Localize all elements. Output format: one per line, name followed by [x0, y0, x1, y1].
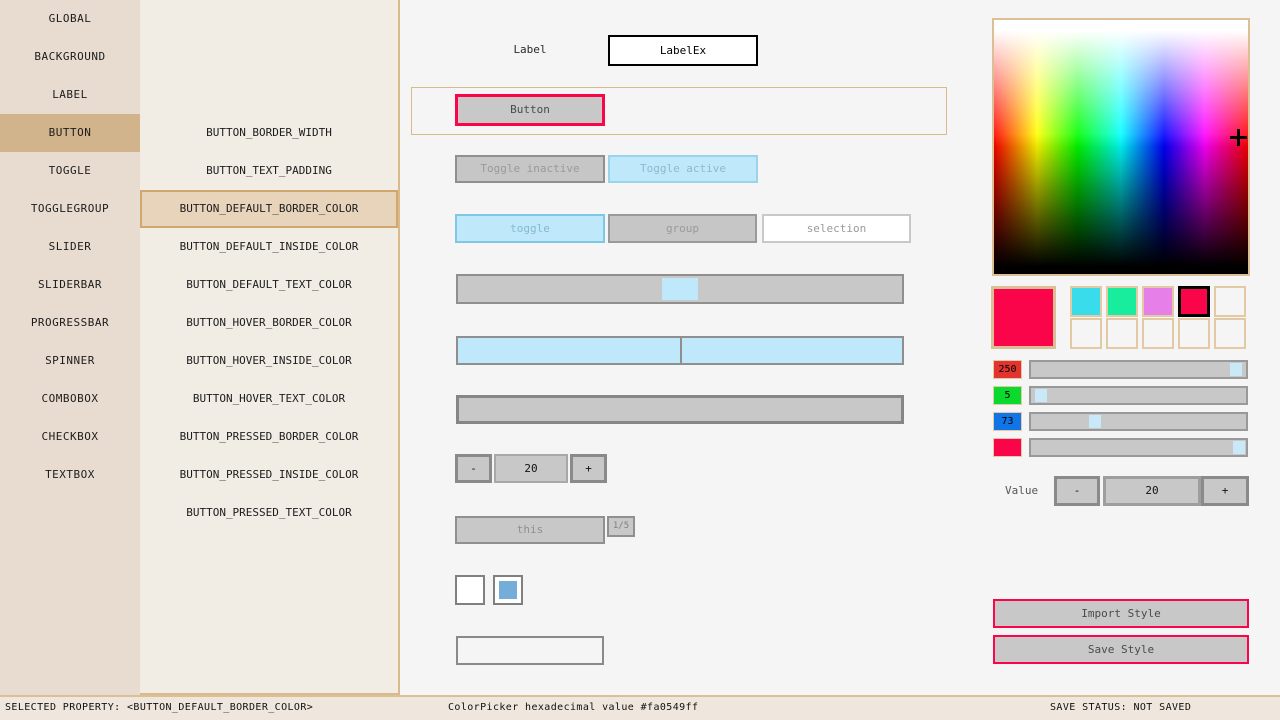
combobox-preview[interactable]: this: [455, 516, 605, 544]
sliderbar-divider: [680, 338, 682, 363]
color-panel: [960, 0, 1280, 695]
toggle-active-preview[interactable]: Toggle active: [608, 155, 758, 183]
property-item-hover-border-color[interactable]: BUTTON_HOVER_BORDER_COLOR: [186, 316, 352, 329]
palette-swatch-orchid[interactable]: [1142, 286, 1174, 317]
property-item-pressed-text-color[interactable]: BUTTON_PRESSED_TEXT_COLOR: [186, 506, 352, 519]
green-slider[interactable]: [1029, 386, 1248, 405]
sidebar-item-progressbar[interactable]: PROGRESSBAR: [30, 316, 110, 329]
status-bar: [0, 695, 1280, 720]
palette-swatch-empty-2[interactable]: [1070, 318, 1102, 349]
sidebar-item-sliderbar[interactable]: SLIDERBAR: [37, 278, 103, 291]
property-item-border-width[interactable]: BUTTON_BORDER_WIDTH: [206, 126, 332, 139]
spinner-plus-button[interactable]: +: [570, 454, 607, 483]
color-picker-gradient[interactable]: [992, 18, 1250, 276]
value-plus-button[interactable]: +: [1201, 476, 1249, 506]
palette-swatch-empty-3[interactable]: [1106, 318, 1138, 349]
sidebar-item-textbox[interactable]: TEXTBOX: [45, 468, 95, 481]
blue-slider-handle[interactable]: [1089, 415, 1101, 428]
selected-property-status: SELECTED PROPERTY: <BUTTON_DEFAULT_BORDER_COLOR>: [5, 702, 314, 713]
red-slider[interactable]: [1029, 360, 1248, 379]
slider-handle[interactable]: [662, 278, 698, 300]
toggle-inactive-preview[interactable]: Toggle inactive: [455, 155, 605, 183]
property-item-text-padding[interactable]: BUTTON_TEXT_PADDING: [206, 164, 332, 177]
sidebar-item-slider[interactable]: SLIDER: [48, 240, 92, 253]
togglegroup-group-button[interactable]: group: [608, 214, 757, 243]
save-status: SAVE STATUS: NOT SAVED: [1050, 702, 1192, 713]
sidebar-item-global[interactable]: GLOBAL: [48, 12, 92, 25]
red-slider-handle[interactable]: [1230, 363, 1242, 376]
save-style-button[interactable]: Save Style: [993, 635, 1249, 664]
progressbar-preview: [456, 395, 904, 424]
palette-swatch-empty-4[interactable]: [1142, 318, 1174, 349]
textbox-preview[interactable]: [456, 636, 604, 665]
blue-value-chip: 73: [993, 412, 1022, 431]
value-display: 20: [1103, 476, 1201, 506]
sliderbar-preview[interactable]: [456, 336, 904, 365]
alpha-slider[interactable]: [1029, 438, 1248, 457]
alpha-slider-handle[interactable]: [1233, 441, 1245, 454]
checkbox-checked-preview[interactable]: [493, 575, 523, 605]
property-list: [140, 114, 398, 532]
property-item-default-text-color[interactable]: BUTTON_DEFAULT_TEXT_COLOR: [186, 278, 352, 291]
category-sidebar: [0, 0, 140, 695]
palette-swatch-empty-6[interactable]: [1214, 318, 1246, 349]
combobox-pager[interactable]: 1/5: [607, 516, 635, 537]
blue-slider[interactable]: [1029, 412, 1248, 431]
button-preview[interactable]: Button: [455, 94, 605, 126]
checkbox-unchecked-preview[interactable]: [455, 575, 485, 605]
property-item-default-inside-color[interactable]: BUTTON_DEFAULT_INSIDE_COLOR: [179, 240, 359, 253]
red-value-chip: 250: [993, 360, 1022, 379]
green-value-chip: 5: [993, 386, 1022, 405]
checkbox-check-mark: [499, 581, 517, 599]
property-item-pressed-border-color[interactable]: BUTTON_PRESSED_BORDER_COLOR: [179, 430, 359, 443]
crosshair-icon[interactable]: [1230, 129, 1247, 146]
palette-swatch-empty-1[interactable]: [1214, 286, 1246, 317]
sidebar-item-background[interactable]: BACKGROUND: [34, 50, 106, 63]
palette-swatch-green[interactable]: [1106, 286, 1138, 317]
sidebar-item-button[interactable]: BUTTON: [0, 114, 140, 152]
property-item-hover-text-color[interactable]: BUTTON_HOVER_TEXT_COLOR: [192, 392, 346, 405]
slider-preview[interactable]: [456, 274, 904, 304]
sidebar-item-toggle[interactable]: TOGGLE: [48, 164, 92, 177]
palette-swatch-crimson-selected[interactable]: [1178, 286, 1210, 317]
property-list-panel: [140, 0, 400, 695]
spinner-minus-button[interactable]: -: [455, 454, 492, 483]
sidebar-item-label[interactable]: LABEL: [52, 88, 88, 101]
sidebar-item-spinner[interactable]: SPINNER: [45, 354, 95, 367]
value-caption: Value: [1005, 484, 1039, 497]
value-minus-button[interactable]: -: [1054, 476, 1100, 506]
label-caption: Label: [513, 43, 547, 56]
hex-value-status: ColorPicker hexadecimal value #fa0549ff: [448, 702, 699, 713]
property-item-default-border-color[interactable]: BUTTON_DEFAULT_BORDER_COLOR: [140, 190, 398, 228]
sidebar-item-togglegroup[interactable]: TOGGLEGROUP: [30, 202, 110, 215]
palette-swatch-empty-5[interactable]: [1178, 318, 1210, 349]
sidebar-item-combobox[interactable]: COMBOBOX: [41, 392, 99, 405]
label-example-box[interactable]: LabelEx: [608, 35, 758, 66]
sidebar-item-checkbox[interactable]: CHECKBOX: [41, 430, 99, 443]
togglegroup-selection-button[interactable]: selection: [762, 214, 911, 243]
alpha-value-chip: [993, 438, 1022, 457]
spinner-value: 20: [494, 454, 568, 483]
property-item-hover-inside-color[interactable]: BUTTON_HOVER_INSIDE_COLOR: [186, 354, 352, 367]
green-slider-handle[interactable]: [1035, 389, 1047, 402]
import-style-button[interactable]: Import Style: [993, 599, 1249, 628]
property-item-pressed-inside-color[interactable]: BUTTON_PRESSED_INSIDE_COLOR: [179, 468, 359, 481]
palette-swatch-cyan[interactable]: [1070, 286, 1102, 317]
togglegroup-toggle-button[interactable]: toggle: [455, 214, 605, 243]
preview-area: [400, 0, 960, 695]
current-color-swatch: [991, 286, 1056, 349]
